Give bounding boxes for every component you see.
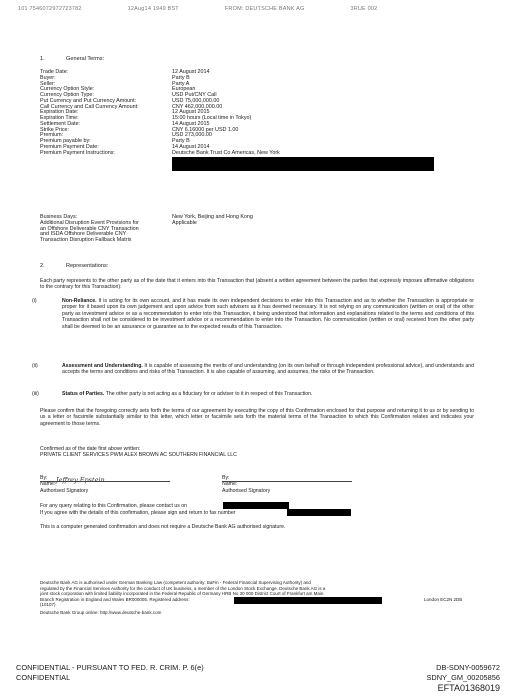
legal-line: regulated by the Financial Services Authority for the conduct of UK business, a member of the London Stock Exchange. Deutsche Bank AG is a xyxy=(40,585,326,591)
term-label: Premium payable by: xyxy=(40,138,91,144)
fax-header-from: FROM: DEUTSCHE BANK AG xyxy=(224,6,305,12)
term-row xyxy=(40,151,280,157)
section-1-heading xyxy=(40,56,104,62)
term-value: 14 August 2014 xyxy=(172,143,210,150)
fax-header-number: 101 7546072972723782 xyxy=(18,6,82,12)
counterparty-name: PRIVATE CLIENT SERVICES PWM ALEX BROWN AC SOUTHERN FINANCIAL LLC xyxy=(40,452,237,459)
term-value: European xyxy=(172,86,196,93)
term-value: CNY 462,000,000.00 xyxy=(172,103,223,110)
term-label: Strike Price: xyxy=(40,126,70,133)
term-label: Premium Payment Date: xyxy=(40,143,99,150)
fax-return-line: If you agree with the details of this confirmation, please sign and return to fax number xyxy=(40,510,236,516)
section-2-title: Representations: xyxy=(66,263,109,269)
representation-text: The other party is not acting as a fiduciary for or adviser to it in respect of this Transaction. xyxy=(105,391,313,397)
term-label: Call Currency and Call Currency Amount: xyxy=(40,103,139,110)
term-value: USD 75,000,000.00 xyxy=(172,97,220,104)
legal-line: joint stock corporation with limited liability incorporated in the Federal Republic of Germany HRB No 30 000 District Court of Frankfurt am Main. xyxy=(40,591,325,597)
term-value: 14 August 2015 xyxy=(172,120,210,127)
bates-numbers xyxy=(426,663,500,694)
computer-generated-note: This is a computer generated confirmation and does not require a Deutsche Bank AG authorised signature. xyxy=(40,524,286,530)
representation-heading: Non-Reliance. xyxy=(62,298,97,304)
representation-heading: Status of Parties. xyxy=(62,391,105,397)
signature-block-right xyxy=(222,475,372,494)
bates-number-sdny: SDNY_GM_00205856 xyxy=(426,673,500,682)
representation-number: (i) xyxy=(32,298,37,304)
disruption-label-line: and ISDA Offshore Deliverable CNY xyxy=(40,231,127,238)
disruption-value: Applicable xyxy=(172,219,197,226)
legal-line: (10107) xyxy=(40,602,56,608)
term-value: USD Put/CNY Call xyxy=(172,92,217,98)
fax-header-date: 12Aug14 1949 BST xyxy=(127,6,179,12)
term-label: Seller: xyxy=(40,80,56,87)
term-label: Expiration Time: xyxy=(40,115,79,121)
bates-number-db: DB-SDNY-0059672 xyxy=(436,663,500,672)
confidential-notice: CONFIDENTIAL - PURSUANT TO FED. R. CRIM. P. 6(e) xyxy=(16,663,204,672)
representations-intro: Each party represents to the other party as of the date that it enters into this Transaction that (absent a written agreement between the parties that expressly imposes affirmative obligations to the contrary for this Transaction): xyxy=(40,278,474,291)
confidential-label: CONFIDENTIAL xyxy=(16,673,71,682)
redaction-block xyxy=(172,157,434,171)
confirmed-line: Confirmed as of the date first above written: xyxy=(40,446,141,452)
term-value: Party B xyxy=(172,74,190,81)
representation-number: (ii) xyxy=(32,363,38,369)
term-value: 12 August 2015 xyxy=(172,109,210,116)
disruption-label-line: an Offshore Deliverable CNY Transaction xyxy=(40,225,139,232)
representation-heading: Assessment and Understanding. xyxy=(62,363,143,369)
term-value: CNY 6.16000 per USD 1.00 xyxy=(172,126,239,133)
term-label: Premium Payment Instructions: xyxy=(40,149,115,156)
disruption-label-line: Transaction Disruption Fallback Matrix xyxy=(40,237,132,243)
signature-by-label: By: xyxy=(40,475,48,481)
section-2-number: 2. xyxy=(40,263,45,269)
term-label: Trade Date: xyxy=(40,69,69,75)
signature-line-right xyxy=(222,481,352,482)
general-terms-table xyxy=(40,70,280,156)
disruption-label-line: Additional Disruption Event Provisions for xyxy=(40,219,139,226)
signature-name-label: Name: xyxy=(40,481,56,488)
handwritten-signature: Jeffrey Epstein xyxy=(56,476,105,485)
confirmed-block xyxy=(40,446,237,459)
representation-item xyxy=(32,298,474,330)
signature-name-label: Name: xyxy=(222,481,238,488)
business-days-value: New York, Beijing and Hong Kong xyxy=(172,214,253,220)
signature-role: Authorised Signatory xyxy=(222,487,271,494)
legal-line: Deutsche Bank AG is authorised under German Banking Law (competent authority: BaFin - Federal Financial Supervising Authority) and xyxy=(40,580,311,585)
term-value: Party A xyxy=(172,80,190,87)
legal-online: Deutsche Bank Group online: http://www.deutsche-bank.com xyxy=(40,609,162,615)
representation-item xyxy=(32,391,474,397)
section-1-title: General Terms: xyxy=(66,56,105,62)
term-value: Deutsche Bank Trust Co Americas, New York xyxy=(172,149,280,156)
term-value: USD 273,000.00 xyxy=(172,132,212,139)
term-label: Settlement Date: xyxy=(40,120,81,127)
representation-text: It is capable of assessing the merits of and understanding (on its own behalf or through independent professional advice), and understands and accepts the terms and conditions and risks of this Transaction. It is also capable of assuming, and assumes, the risks of the Transaction. xyxy=(62,363,474,376)
bates-number-efta: EFTA01368019 xyxy=(437,683,500,693)
term-value: Party B xyxy=(172,138,190,144)
term-label: Currency Option Type: xyxy=(40,92,94,98)
signature-line-left xyxy=(40,481,170,482)
term-label: Premium: xyxy=(40,132,64,139)
redaction-block xyxy=(234,597,382,604)
term-label: Expiration Date: xyxy=(40,109,79,116)
signature-by-label: By: xyxy=(222,475,230,481)
section-2-heading xyxy=(40,263,108,269)
query-line: For any query relating to this Confirmation, please contact us on xyxy=(40,503,188,509)
term-label: Put Currency and Put Currency Amount: xyxy=(40,97,137,104)
representation-text: It is acting for its own account, and it has made its own independent decisions to enter into this Transaction and as to whether the Transaction is appropriate or proper for it based upon its own judgement and upon advice from such advisers as it has deemed necessary. It is not relying on any communication (written or oral) of the other party as investment advice or as a recommendation to enter into this Transaction, it being understood that information and explanations related to the terms and conditions of this Transaction shall not be considered to be investment advice or a recommendation to enter into the Transaction. No communication (written or oral) received from the other party shall be deemed to be an assurance or guarantee as to the expected results of this Transaction. xyxy=(62,298,474,330)
fax-header-page: 3RUE 002 xyxy=(350,6,378,12)
redaction-block xyxy=(223,502,289,509)
signature-block-left xyxy=(40,475,190,494)
contact-block xyxy=(40,503,236,517)
confidential-footer xyxy=(16,663,204,683)
redaction-block xyxy=(287,509,351,516)
fax-header xyxy=(18,6,504,12)
representation-number: (iii) xyxy=(32,391,39,397)
legal-line: Branch Registration in England and Wales BR000005. Registered address: xyxy=(40,596,190,602)
signature-role: Authorised Signatory xyxy=(40,487,89,494)
term-label: Buyer: xyxy=(40,74,56,81)
term-value: 15:00 hours (Local time in Tokyo) xyxy=(172,115,252,121)
legal-address-tail: London EC2N 2DB xyxy=(424,596,463,602)
business-days-block xyxy=(40,215,253,244)
section-1-number: 1. xyxy=(40,56,45,62)
representation-item xyxy=(32,363,474,376)
confirmation-paragraph: Please confirm that the foregoing correctly sets forth the terms of our agreement by executing the copy of this Confirmation enclosed for that purpose and returning it to us or by sending to us a letter or facsimile substantially similar to this letter, which letter or facsimile sets forth the material terms of the Transaction to which this Confirmation relates and indicates your agreement to those terms. xyxy=(40,408,474,427)
term-label: Currency Option Style: xyxy=(40,86,95,93)
term-value: 12 August 2014 xyxy=(172,69,210,75)
business-days-label: Business Days: xyxy=(40,214,78,220)
